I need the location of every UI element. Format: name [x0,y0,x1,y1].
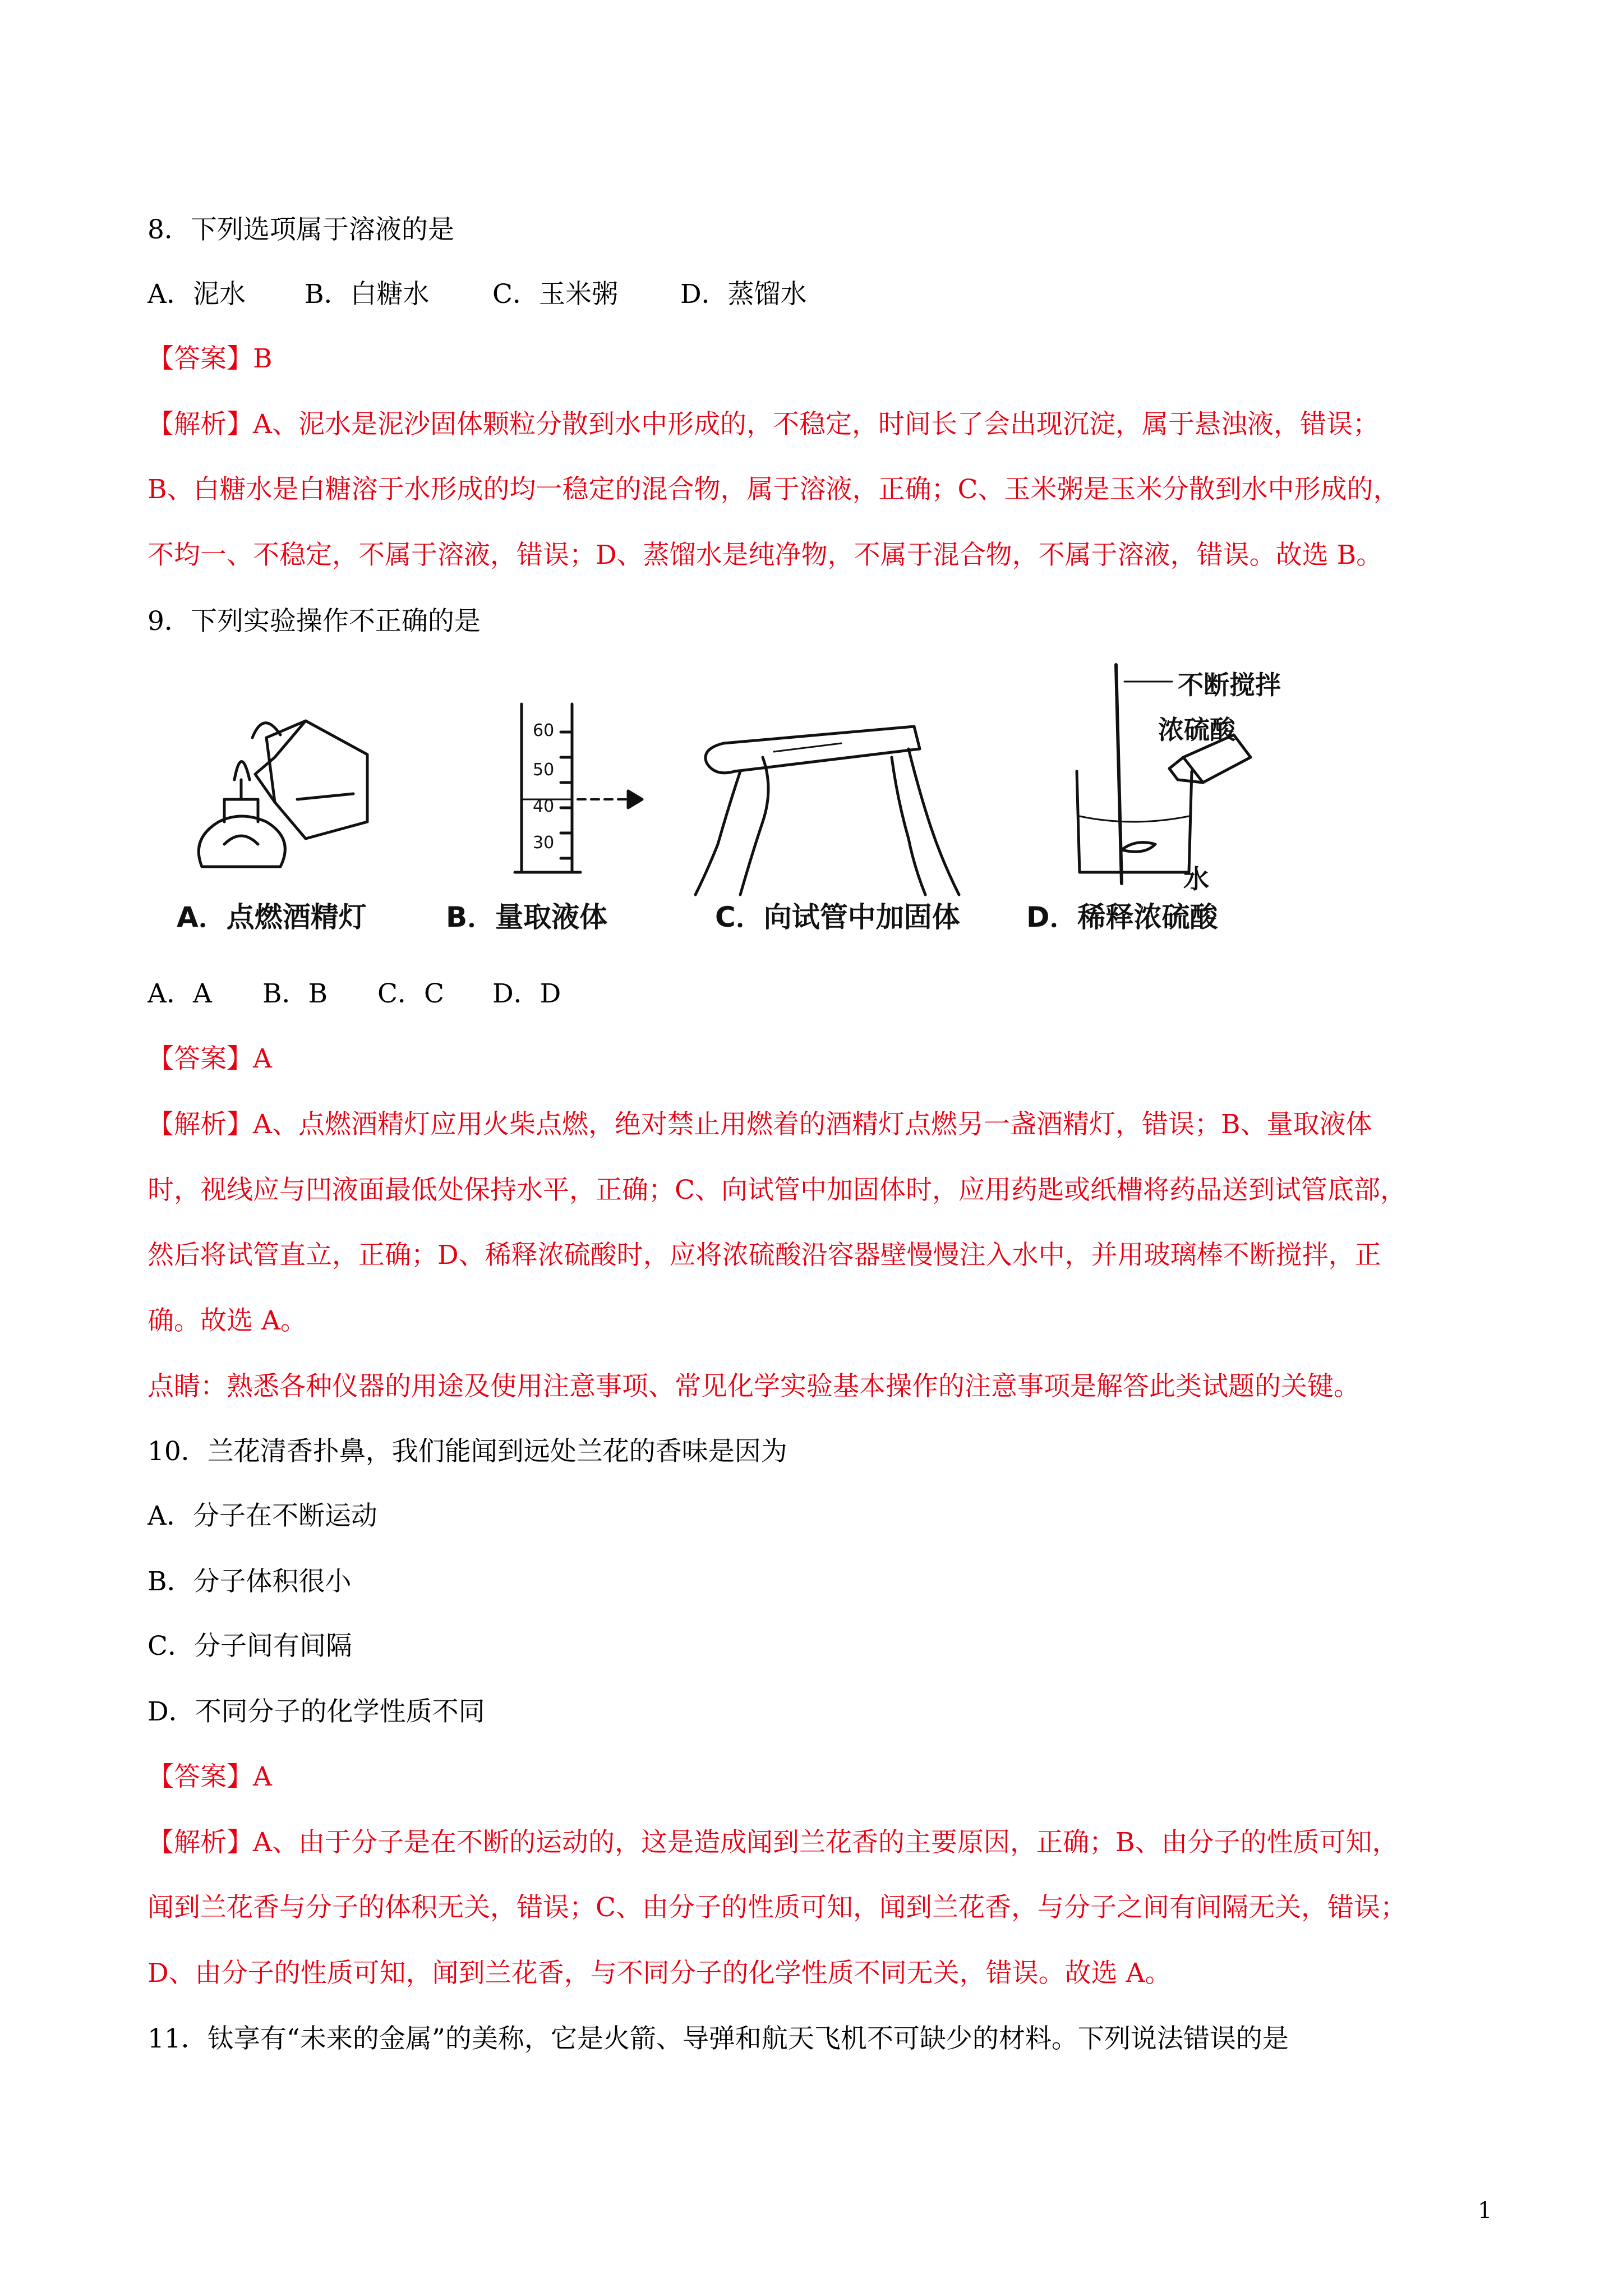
question-9-tip: 点睛：熟悉各种仪器的用途及使用注意事项、常见化学实验基本操作的注意事项是解答此类试题的关键。 [147,1371,1360,1402]
question-9-stem: 9．下列实验操作不正确的是 [147,606,481,637]
question-9-analysis-line-1 [147,1108,1372,1142]
answer-tag: 【答案】 [147,343,253,374]
answer-value: A [253,1043,272,1074]
question-9-answer [147,1042,272,1076]
analysis-text: A、由于分子是在不断的运动的，这是造成闻到兰花香的主要原因，正确；B、由分子的性质可知， [253,1827,1399,1858]
analysis-text: A、泥水是泥沙固体颗粒分散到水中形成的，不稳定，时间长了会出现沉淀，属于悬浊液，错误； [253,409,1379,440]
option-d: D．蒸馏水 [680,279,807,310]
cylinder-tick-50: 50 [533,760,555,780]
label-stirring: 不断搅拌 [1178,670,1281,700]
option-a: A．泥水 [147,279,246,310]
question-9-options [147,977,561,1011]
analysis-tag: 【解析】 [147,409,253,440]
question-8-analysis-line-3: 不均一、不稳定，不属于溶液，错误；D、蒸馏水是纯净物，不属于混合物，不属于溶液，错误。故选 B。 [147,540,1383,570]
question-10-analysis-line-1 [147,1826,1398,1860]
figure-caption-b: B．量取液体 [446,901,608,933]
question-9-analysis-line-3: 然后将试管直立，正确；D、稀释浓硫酸时，应将浓硫酸沿容器壁慢慢注入水中，并用玻璃棒不断搅拌，正 [147,1240,1381,1271]
analysis-tag: 【解析】 [147,1109,253,1140]
lab-operations-figure [168,659,1281,951]
question-10-option-a: A．分子在不断运动 [147,1501,377,1531]
question-10-stem: 10．兰花清香扑鼻，我们能闻到远处兰花的香味是因为 [147,1436,787,1467]
question-10-option-b: B．分子体积很小 [147,1566,352,1597]
answer-tag: 【答案】 [147,1043,253,1074]
question-9-analysis-line-4: 确。故选 A。 [147,1305,307,1336]
cylinder-tick-60: 60 [533,721,555,740]
question-8-stem: 8．下列选项属于溶液的是 [147,214,454,245]
figure-caption-a: A．点燃酒精灯 [177,901,367,933]
answer-value: B [253,343,273,374]
question-10-option-c: C．分子间有间隔 [147,1631,352,1662]
answer-value: A [253,1761,272,1792]
alcohol-lamp-illustration [199,721,367,867]
question-10-option-d: D．不同分子的化学性质不同 [147,1696,485,1727]
option-c: C．C [377,978,444,1009]
option-a: A．A [147,978,212,1009]
question-10-analysis-line-3: D、由分子的性质可知，闻到兰花香，与不同分子的化学性质不同无关，错误。故选 A。 [147,1958,1172,1989]
question-10-answer [147,1760,272,1794]
option-b: B．B [262,978,328,1009]
figure-caption-d: D．稀释浓硫酸 [1026,901,1218,933]
option-c: C．玉米粥 [492,279,618,310]
question-9-analysis-line-2: 时，视线应与凹液面最低处保持水平，正确；C、向试管中加固体时，应用药匙或纸槽将药品送到试管底部， [147,1175,1407,1205]
figure-caption-c: C．向试管中加固体 [715,901,960,933]
cylinder-tick-30: 30 [533,833,555,853]
question-8-analysis-line-2: B、白糖水是白糖溶于水形成的均一稳定的混合物，属于溶液，正确；C、玉米粥是玉米分散到水中形成的， [147,474,1400,505]
cylinder-tick-40: 40 [533,797,555,816]
test-tube-hands-illustration [695,726,959,895]
question-8-analysis-line-1 [147,408,1379,441]
question-8-options [147,278,807,311]
question-10-analysis-line-2: 闻到兰花香与分子的体积无关，错误；C、由分子的性质可知，闻到兰花香，与分子之间有间隔无关，错误； [147,1892,1407,1923]
label-concentrated-acid: 浓硫酸 [1158,715,1235,745]
question-11-stem: 11．钛享有“未来的金属”的美称，它是火箭、导弹和航天飞机不可缺少的材料。下列说法错误的是 [147,2023,1289,2054]
answer-tag: 【答案】 [147,1761,253,1792]
option-b: B．白糖水 [305,279,430,310]
page-number: 1 [1478,2198,1492,2224]
analysis-text: A、点燃酒精灯应用火柴点燃，绝对禁止用燃着的酒精灯点燃另一盏酒精灯，错误；B、量取液体 [253,1109,1372,1140]
analysis-tag: 【解析】 [147,1827,253,1858]
option-d: D．D [492,978,561,1009]
label-water: 水 [1183,864,1209,894]
question-8-answer [147,342,273,376]
